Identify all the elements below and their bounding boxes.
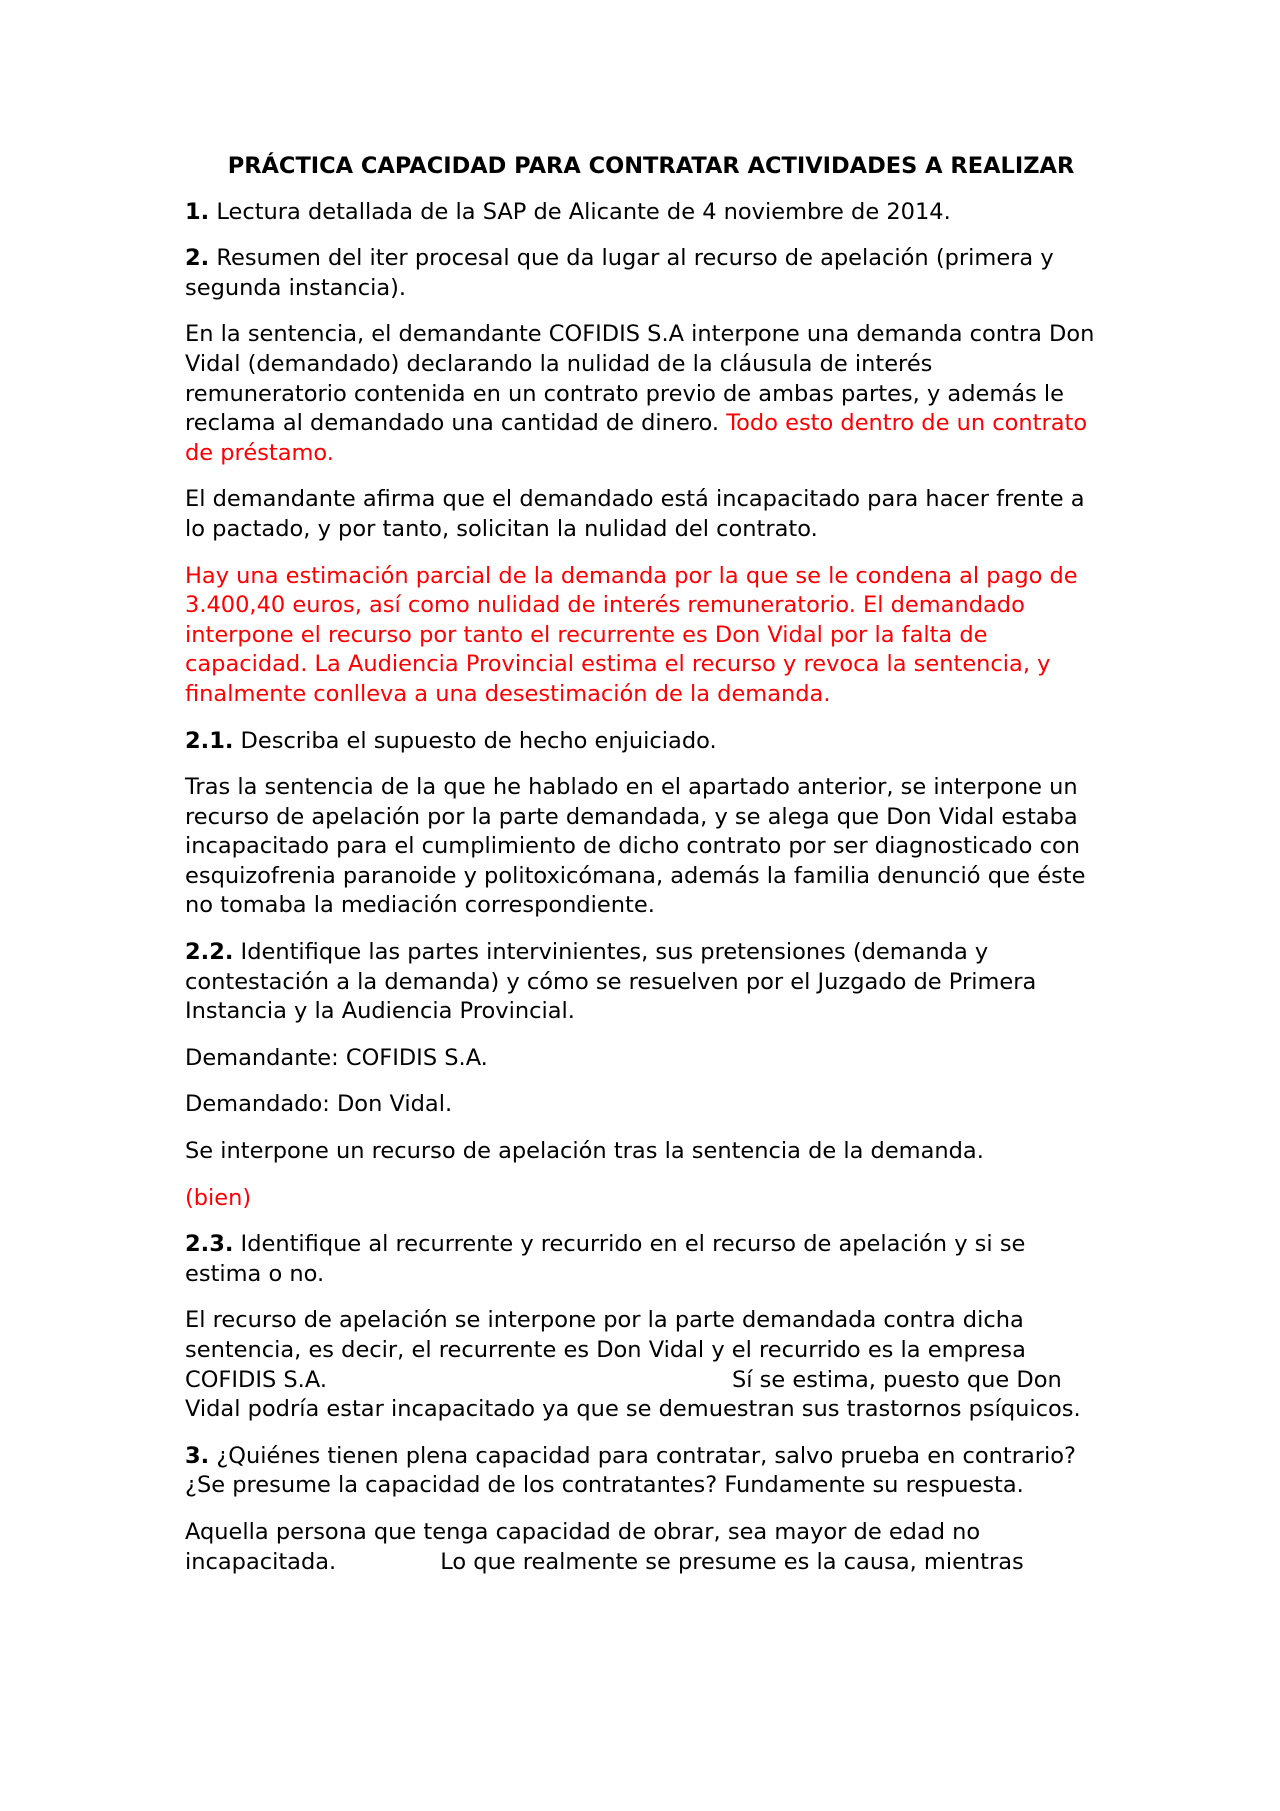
paragraph-sentencia-red-note: Todo esto dentro de un contrato de préstamo. [185,410,1088,466]
item-1-text: Lectura detallada de la SAP de Alicante de 4 noviembre de 2014. [209,198,951,225]
paragraph-recurso-part-2: Sí se estima, puesto que Don Vidal podría estar incapacitado ya que se demuestran sus trastornos psíquicos. [185,1366,1081,1423]
paragraph-demandado: Demandado: Don Vidal. [185,1091,453,1118]
paragraph-tras: Tras la sentencia de la que he hablado en el apartado anterior, se interpone un recurso de apelación por la parte demandada, y se alega que Don Vidal estaba incapacitado para el cumplimiento de dicho contrato por ser diagnosticado con esquizofrenia paranoide y politoxicómana, además la familia denunció que éste no tomaba la mediación correspondiente. [185,774,1086,919]
paragraph-demandante: Demandante: COFIDIS S.A. [185,1044,488,1071]
item-2-3-text: Identifique al recurrente y recurrido en el recurso de apelación y si se estima o no. [185,1231,1026,1287]
item-3-text: ¿Quiénes tienen plena capacidad para contratar, salvo prueba en contrario? ¿Se presume la capacidad de los contratantes? Fundamente su respuesta. [185,1442,1076,1499]
paragraph-aquella-part-2: Lo que realmente se presume es la causa, mientras [440,1548,1024,1575]
item-2-1-text: Describa el supuesto de hecho enjuiciado. [233,727,717,754]
document-body [185,152,1097,1594]
paragraph-bien-red-note: (bien) [185,1184,252,1211]
item-3-number: 3. [185,1442,210,1469]
item-2-2-number: 2.2. [185,939,234,966]
item-2-3 [185,1230,1097,1289]
item-2-number: 2. [185,245,210,272]
item-1 [185,198,1097,228]
paragraph-sentencia-text: En la sentencia, el demandante COFIDIS S.A interpone una demanda contra Don Vidal (demandado) declarando la nulidad de la cláusula de interés remuneratorio contenida en un contrato previo de ambas partes, y además le reclama al demandado una cantidad de dinero. [185,321,1095,437]
paragraph-recurso-part-1: El recurso de apelación se interpone por la parte demandada contra dicha sentencia, es decir, el recurrente es Don Vidal y el recurrido es la empresa COFIDIS S.A. [185,1307,1026,1393]
item-2-2 [185,938,1097,1027]
paragraph-recurso [185,1306,1097,1424]
paragraph-afirma: El demandante afirma que el demandado está incapacitado para hacer frente a lo pactado, y por tanto, solicitan la nulidad del contrato. [185,486,1085,542]
item-2-1-number: 2.1. [185,727,234,754]
paragraph-aquella [185,1518,1097,1577]
item-3 [185,1442,1097,1501]
item-1-number: 1. [185,198,210,225]
item-2 [185,244,1097,303]
item-2-text: Resumen del iter procesal que da lugar al recurso de apelación (primera y segunda instancia). [185,245,1054,301]
document-title: PRÁCTICA CAPACIDAD PARA CONTRATAR ACTIVIDADES A REALIZAR [227,153,1075,179]
item-2-3-number: 2.3. [185,1231,234,1258]
item-2-2-text: Identifique las partes intervinientes, sus pretensiones (demanda y contestación a la demanda) y cómo se resuelven por el Juzgado de Primera Instancia y la Audiencia Provincial. [185,939,1037,1025]
item-2-1 [185,727,1097,757]
paragraph-estimacion-red-note: Hay una estimación parcial de la demanda por la que se le condena al pago de 3.400,40 euros, así como nulidad de interés remuneratorio. El demandado interpone el recurso por tanto el recurrente es Don Vidal por la falta de capacidad. La Audiencia Provincial estima el recurso y revoca la sentencia, y finalmente conlleva a una desestimación de la demanda. [185,562,1078,707]
paragraph-interpone: Se interpone un recurso de apelación tras la sentencia de la demanda. [185,1138,984,1165]
paragraph-sentencia [185,320,1097,468]
paragraph-aquella-part-1: Aquella persona que tenga capacidad de obrar, sea mayor de edad no incapacitada. [185,1518,981,1575]
